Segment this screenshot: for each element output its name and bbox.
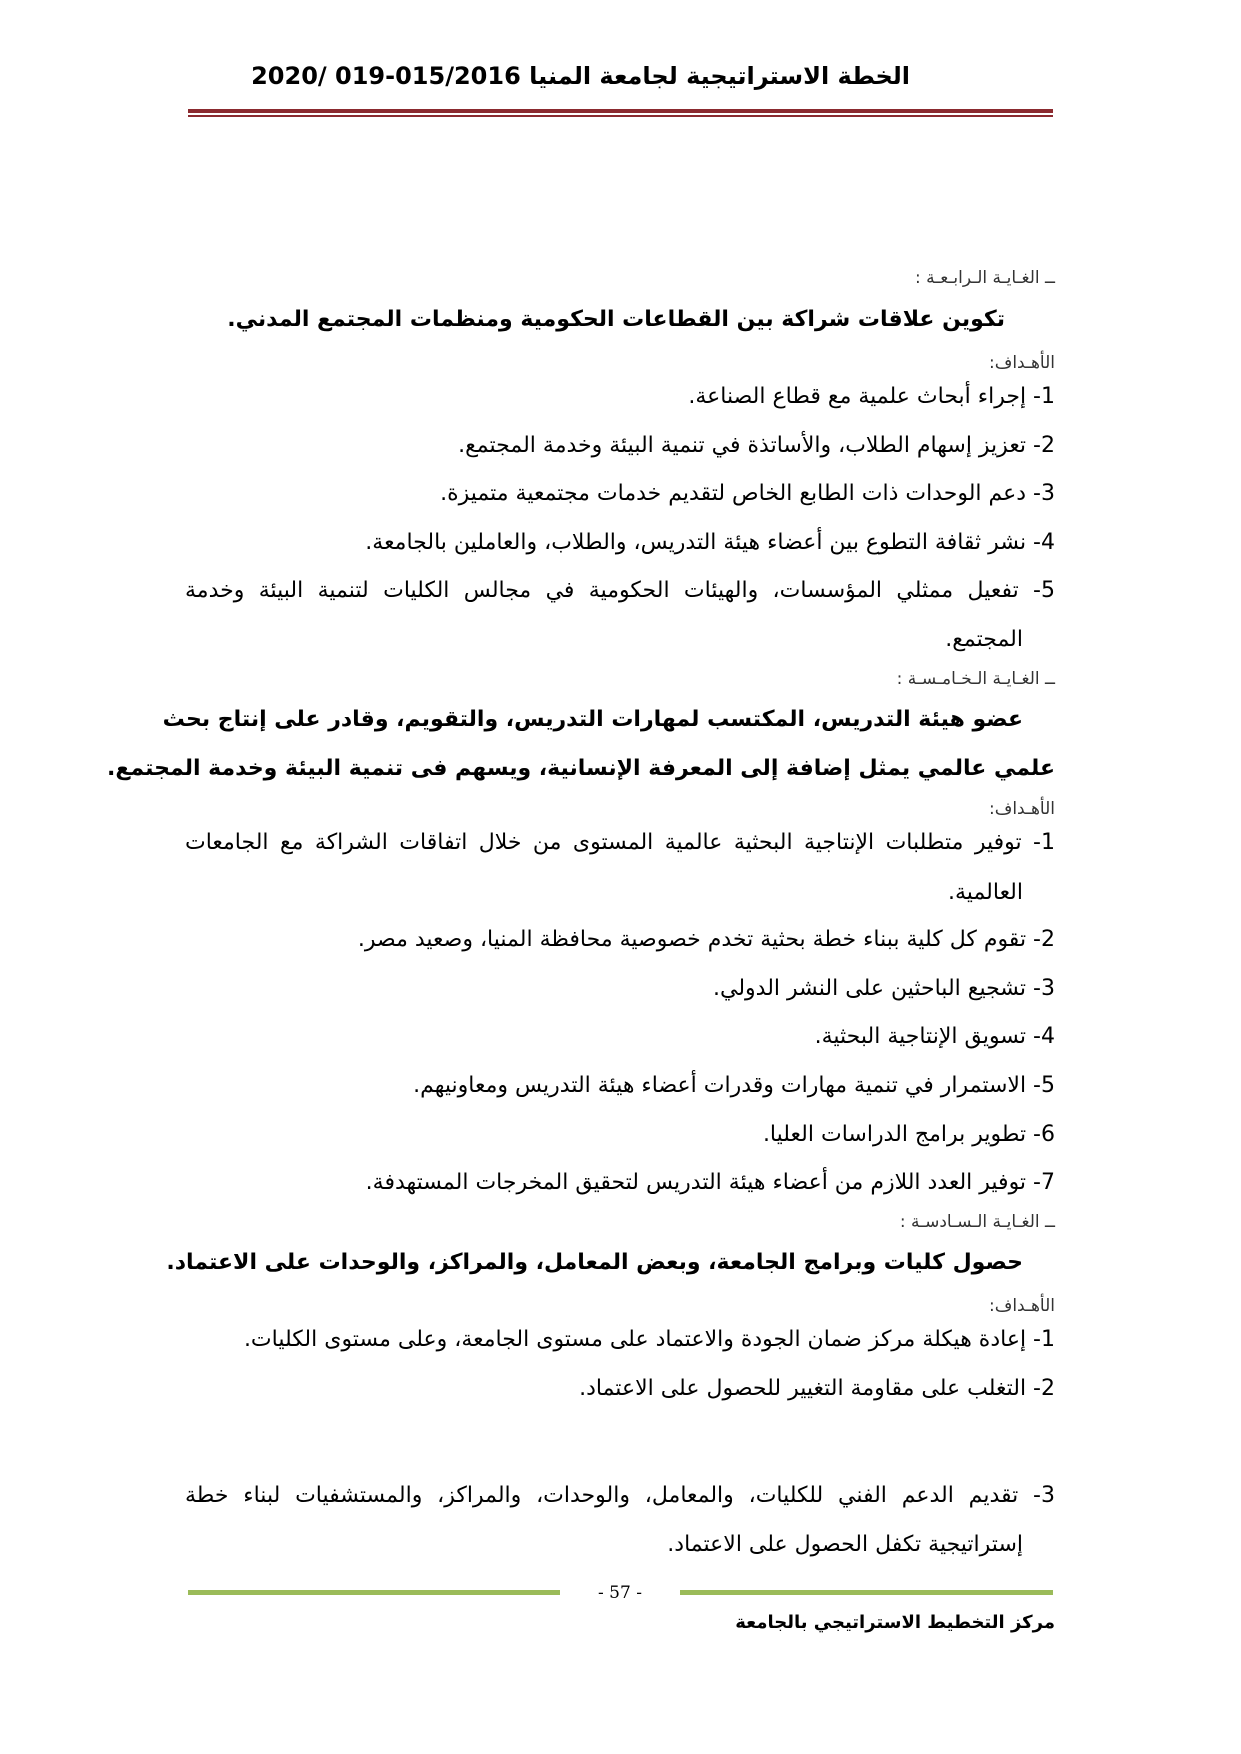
goal-5-item: 3- تشجيع الباحثين على النشر الدولي. <box>713 976 1055 1001</box>
goal-5-item: 1- توفير متطلبات الإنتاجية البحثية عالمية المستوى من خلال اتفاقات الشراكة مع الجامعات <box>185 830 1055 855</box>
goal-6-label: ــ الغـايـة الـسـادسـة : <box>899 1212 1055 1232</box>
goal-6-item: 1- إعادة هيكلة مركز ضمان الجودة والاعتماد على مستوى الجامعة، وعلى مستوى الكليات. <box>243 1327 1055 1352</box>
goal-5-item: 4- تسويق الإنتاجية البحثية. <box>814 1024 1055 1049</box>
header-rule <box>188 109 1053 118</box>
goal-4-item: 1- إجراء أبحاث علمية مع قطاع الصناعة. <box>688 384 1055 409</box>
goal-5-item: 6- تطوير برامج الدراسات العليا. <box>762 1122 1055 1147</box>
goal-5-item: 2- تقوم كل كلية ببناء خطة بحثية تخدم خصوصية محافظة المنيا، وصعيد مصر. <box>357 927 1055 952</box>
goal-4-item: 4- نشر ثقافة التطوع بين أعضاء هيئة التدريس، والطلاب، والعاملين بالجامعة. <box>365 530 1055 555</box>
goal-5-title-line: عضو هيئة التدريس، المكتسب لمهارات التدريس، والتقويم، وقادر على إنتاج بحث <box>162 707 1023 732</box>
goal-4-title: تكوين علاقات شراكة بين القطاعات الحكومية ومنظمات المجتمع المدني. <box>227 307 1005 332</box>
goal-5-item: 5- الاستمرار في تنمية مهارات وقدرات أعضاء هيئة التدريس ومعاونيهم. <box>413 1073 1055 1098</box>
header-title: الخطة الاستراتيجية لجامعة المنيا 015/2016-019 /2020 <box>251 62 910 90</box>
goal-6-objectives-label: الأهـداف: <box>988 1296 1055 1316</box>
goal-6-item: 3- تقديم الدعم الفني للكليات، والمعامل، والوحدات، والمراكز، والمستشفيات لبناء خطة <box>185 1483 1055 1508</box>
goal-6-title: حصول كليات وبرامج الجامعة، وبعض المعامل، والمراكز، والوحدات على الاعتماد. <box>166 1250 1023 1275</box>
goal-4-objectives-label: الأهـداف: <box>988 353 1055 373</box>
goal-4-label: ــ الغـايـة الـرابـعـة : <box>915 268 1055 288</box>
goal-6-item-continued: إستراتيجية تكفل الحصول على الاعتماد. <box>667 1532 1023 1557</box>
goal-4-item: 5- تفعيل ممثلي المؤسسات، والهيئات الحكومية في مجالس الكليات لتنمية البيئة وخدمة <box>185 578 1055 603</box>
goal-6-item: 2- التغلب على مقاومة التغيير للحصول على الاعتماد. <box>579 1376 1055 1401</box>
goal-5-label: ــ الغـايـة الـخـامـسـة : <box>896 669 1055 689</box>
goal-5-objectives-label: الأهـداف: <box>988 799 1055 819</box>
footer-center-name: مركز التخطيط الاستراتيجي بالجامعة <box>735 1612 1055 1633</box>
goal-5-item-continued: العالمية. <box>948 880 1023 905</box>
goal-5-title-line: علمي عالمي يمثل إضافة إلى المعرفة الإنسانية، ويسهم فى تنمية البيئة وخدمة المجتمع. <box>106 756 1055 781</box>
goal-5-item: 7- توفير العدد اللازم من أعضاء هيئة التدريس لتحقيق المخرجات المستهدفة. <box>365 1170 1055 1195</box>
page-number: - 57 - <box>560 1583 680 1603</box>
goal-4-item: 3- دعم الوحدات ذات الطابع الخاص لتقديم خدمات مجتمعية متميزة. <box>440 481 1055 506</box>
goal-4-item: 2- تعزيز إسهام الطلاب، والأساتذة في تنمية البيئة وخدمة المجتمع. <box>458 433 1055 458</box>
goal-4-item-continued: المجتمع. <box>945 627 1023 652</box>
